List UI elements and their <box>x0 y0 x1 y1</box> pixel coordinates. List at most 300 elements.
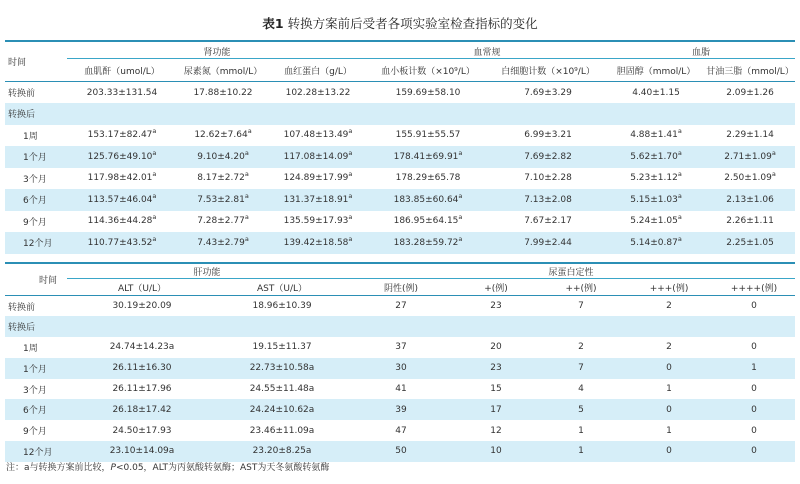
row-label: 转换前 <box>8 89 36 99</box>
significance-marker: a <box>152 148 157 157</box>
table-cell <box>347 441 455 462</box>
table-cell <box>269 146 367 168</box>
column-header: 尿素氮（mmol/L） <box>183 66 263 77</box>
cell-value: 7.69±2.82 <box>524 151 572 162</box>
significance-marker: a <box>348 213 353 222</box>
table-cell <box>67 146 177 168</box>
cell-value: 1 <box>578 446 584 457</box>
row-label: 3个月 <box>23 174 47 185</box>
cell-value: 139.42±18.58 <box>283 237 349 248</box>
table-cell <box>537 379 625 400</box>
cell-value: 10 <box>490 446 502 457</box>
cell-value: 5 <box>578 404 584 415</box>
table-cell <box>713 399 795 420</box>
cell-value: 20 <box>490 342 502 353</box>
table-row <box>5 189 795 211</box>
table-cell <box>67 420 217 441</box>
table-cell <box>455 441 537 462</box>
row-label: 1个月 <box>5 358 67 379</box>
cell-value: 7.13±2.08 <box>524 194 572 205</box>
table-caption: 转换方案前后受者各项实验室检查指标的变化 <box>287 16 538 31</box>
cell-value: 2 <box>578 342 584 353</box>
cell-value: 17 <box>490 404 502 415</box>
column-header: 血肌酐（umol/L） <box>84 66 160 77</box>
table-cell <box>713 358 795 379</box>
cell-value: 0 <box>666 363 672 374</box>
significance-marker: a <box>348 148 353 157</box>
table-row <box>5 441 795 462</box>
row-label: 转换前 <box>8 302 36 313</box>
cell-value: 4 <box>578 384 584 395</box>
table-cell <box>67 296 217 317</box>
cell-value: 203.33±131.54 <box>86 87 158 98</box>
table-cell <box>367 211 489 233</box>
row-label: 12个月 <box>5 232 67 254</box>
row-label: 转换后 <box>5 316 67 337</box>
cell-value: 102.28±13.22 <box>285 87 351 98</box>
table-cell <box>607 211 705 233</box>
cell-value: 23.10±14.09a <box>109 446 175 457</box>
table-cell <box>705 168 795 190</box>
table-cell <box>67 441 217 462</box>
cell-value: 22.73±10.58a <box>249 363 315 374</box>
lab-table <box>5 40 795 254</box>
table-cell <box>67 399 217 420</box>
table-cell <box>367 103 489 125</box>
table-cell <box>607 168 705 190</box>
significance-marker: a <box>244 170 249 179</box>
cell-value: 113.57±46.04 <box>87 194 153 205</box>
table-cell <box>455 337 537 358</box>
cell-value: 117.98±42.01 <box>87 173 153 184</box>
table-row <box>5 168 795 190</box>
table-cell <box>367 168 489 190</box>
cell-value: 47 <box>395 425 407 436</box>
cell-value: 7.67±2.17 <box>524 216 572 227</box>
cell-value: 0 <box>751 404 757 415</box>
cell-value: 30 <box>395 363 407 374</box>
row-label: 6个月 <box>5 189 67 211</box>
cell-value: 8.17±2.72 <box>197 173 245 184</box>
column-header: ALT（U/L） <box>117 283 167 294</box>
table-cell <box>537 399 625 420</box>
significance-marker: a <box>348 234 353 243</box>
cell-value: 24.74±14.23a <box>109 342 175 353</box>
table-cell <box>67 82 177 104</box>
cell-value: 1 <box>751 363 757 374</box>
table-cell <box>217 337 347 358</box>
significance-marker: a <box>458 191 463 200</box>
table-cell <box>705 232 795 254</box>
significance-marker: a <box>152 170 157 179</box>
significance-marker: a <box>677 213 682 222</box>
cell-value: 5.15±1.03 <box>630 194 678 205</box>
cell-value: 23 <box>490 363 502 374</box>
cell-value: 23.20±8.25a <box>252 446 312 457</box>
table-cell <box>367 82 489 104</box>
significance-marker: a <box>458 213 463 222</box>
cell-value: 1 <box>666 384 672 395</box>
table-cell <box>489 103 607 125</box>
table-cell <box>607 103 705 125</box>
footnote <box>6 460 329 473</box>
table-row <box>5 337 795 358</box>
table-cell <box>67 337 217 358</box>
cell-value: 24.55±11.48a <box>249 384 315 395</box>
significance-marker: a <box>677 127 682 136</box>
cell-value: 5.24±1.05 <box>630 216 678 227</box>
table-cell <box>347 337 455 358</box>
cell-value: 17.88±10.22 <box>193 87 253 98</box>
cell-value: 24.24±10.62a <box>249 404 315 415</box>
table-cell <box>347 316 455 337</box>
table-cell <box>713 296 795 317</box>
row-label: 1周 <box>23 131 38 142</box>
cell-value: 186.95±64.15 <box>393 216 459 227</box>
significance-marker: a <box>152 213 157 222</box>
significance-marker: a <box>677 234 682 243</box>
group-header: 肾功能 <box>67 41 367 59</box>
table-cell <box>489 146 607 168</box>
column-header: 血红蛋白（g/L） <box>284 66 352 77</box>
table-cell <box>705 189 795 211</box>
cell-value: 23 <box>490 301 502 312</box>
column-header: 血小板计数（×10⁹/L） <box>381 66 475 77</box>
table-row <box>5 296 795 317</box>
cell-value: 24.50±17.93 <box>112 425 172 436</box>
footnote-suffix: <0.05，ALT为丙氨酸转氨酶；AST为天冬氨酸转氨酶 <box>115 463 330 473</box>
cell-value: 6.99±3.21 <box>524 130 572 141</box>
table-cell <box>269 168 367 190</box>
table-cell <box>177 125 269 147</box>
table-cell <box>67 358 217 379</box>
table-cell <box>217 379 347 400</box>
cell-value: 27 <box>395 301 407 312</box>
table-row <box>5 420 795 441</box>
cell-value: 0 <box>666 446 672 457</box>
row-label: 1个月 <box>5 146 67 168</box>
significance-marker: a <box>152 191 157 200</box>
table-cell <box>537 441 625 462</box>
row-label: 6个月 <box>5 399 67 420</box>
significance-marker: a <box>771 148 776 157</box>
table-cell <box>455 379 537 400</box>
cell-value: 41 <box>395 384 407 395</box>
table-cell <box>625 296 713 317</box>
table-cell <box>347 379 455 400</box>
table-cell <box>217 296 347 317</box>
significance-marker: a <box>677 170 682 179</box>
table-row <box>5 379 795 400</box>
table-cell <box>705 125 795 147</box>
row-label: 9个月 <box>23 217 47 228</box>
table-cell <box>67 103 177 125</box>
cell-value: 39 <box>395 404 407 415</box>
table-cell <box>67 168 177 190</box>
cell-value: 4.88±1.41 <box>630 130 678 141</box>
table-cell <box>607 125 705 147</box>
table-cell <box>455 316 537 337</box>
footnote-p-symbol: P <box>110 463 116 473</box>
table-cell <box>705 211 795 233</box>
cell-value: 18.96±10.39 <box>252 301 312 312</box>
table-cell <box>537 358 625 379</box>
cell-value: 0 <box>751 384 757 395</box>
significance-marker: a <box>458 148 463 157</box>
table-cell <box>489 189 607 211</box>
table-cell <box>67 189 177 211</box>
cell-value: 19.15±11.37 <box>252 342 312 353</box>
cell-value: 26.18±17.42 <box>112 404 172 415</box>
table-cell <box>177 103 269 125</box>
table-cell <box>269 189 367 211</box>
table-number: 表1 <box>262 16 284 31</box>
group-header: 血脂 <box>607 41 795 59</box>
table-cell <box>367 232 489 254</box>
time-header: 时间 <box>8 58 27 68</box>
table-cell <box>347 399 455 420</box>
cell-value: 2 <box>666 342 672 353</box>
table-row <box>5 211 795 233</box>
footnote-prefix: 注：a与转换方案前比较， <box>6 463 111 473</box>
table-cell <box>607 146 705 168</box>
table-cell <box>269 125 367 147</box>
cell-value: 117.08±14.09 <box>283 151 349 162</box>
table-cell <box>269 103 367 125</box>
cell-value: 155.91±55.57 <box>395 130 461 141</box>
cell-value: 7.28±2.77 <box>197 216 245 227</box>
cell-value: 124.89±17.99 <box>283 173 349 184</box>
table-cell <box>177 168 269 190</box>
table-row <box>5 103 795 125</box>
table-cell <box>367 146 489 168</box>
group-header: 尿蛋白定性 <box>347 263 795 279</box>
table-cell <box>537 337 625 358</box>
table-cell <box>67 211 177 233</box>
significance-marker: a <box>152 234 157 243</box>
significance-marker: a <box>348 127 353 136</box>
cell-value: 0 <box>666 404 672 415</box>
cell-value: 1 <box>666 425 672 436</box>
table-cell <box>625 399 713 420</box>
cell-value: 7.99±2.44 <box>524 237 572 248</box>
significance-marker: a <box>244 213 249 222</box>
column-header: +++(例) <box>649 283 689 294</box>
table-cell <box>217 399 347 420</box>
table-cell <box>177 232 269 254</box>
table-cell <box>625 358 713 379</box>
row-label: 12个月 <box>5 441 67 462</box>
group-header: 肝功能 <box>67 263 347 279</box>
table-cell <box>489 168 607 190</box>
cell-value: 26.11±16.30 <box>112 363 172 374</box>
group-header: 血常规 <box>367 41 607 59</box>
table-cell <box>625 441 713 462</box>
table-row <box>5 316 795 337</box>
table-cell <box>217 420 347 441</box>
row-label: 1周 <box>23 343 38 354</box>
column-header: 甘油三脂（mmol/L） <box>706 66 794 77</box>
cell-value: 125.76±49.10 <box>87 151 153 162</box>
significance-marker: a <box>348 170 353 179</box>
cell-value: 178.41±69.91 <box>393 151 459 162</box>
column-header: AST（U/L） <box>257 283 308 294</box>
table-row <box>5 82 795 104</box>
table-title <box>0 14 800 32</box>
table-cell <box>67 379 217 400</box>
lab-table <box>5 262 795 462</box>
table-cell <box>269 211 367 233</box>
significance-marker: a <box>244 148 249 157</box>
cell-value: 1 <box>578 425 584 436</box>
column-header: 阴性(例) <box>384 283 419 294</box>
table-cell <box>367 189 489 211</box>
table-cell <box>713 379 795 400</box>
cell-value: 183.85±60.64 <box>393 194 459 205</box>
cell-value: 2.09±1.26 <box>726 87 774 98</box>
cell-value: 107.48±13.49 <box>283 130 349 141</box>
table-cell <box>217 316 347 337</box>
cell-value: 15 <box>490 384 502 395</box>
significance-marker: a <box>677 191 682 200</box>
cell-value: 2.13±1.06 <box>726 194 774 205</box>
cell-value: 159.69±58.10 <box>395 87 461 98</box>
table-cell <box>713 441 795 462</box>
table-cell <box>537 420 625 441</box>
table-row <box>5 358 795 379</box>
cell-value: 23.46±11.09a <box>249 425 315 436</box>
column-header: 白细胞计数（×10⁹/L） <box>501 66 595 77</box>
table-cell <box>489 82 607 104</box>
column-header: 胆固醇（mmol/L） <box>616 66 696 77</box>
table-cell <box>269 232 367 254</box>
table-cell <box>713 316 795 337</box>
cell-value: 2 <box>666 301 672 312</box>
table-cell <box>713 420 795 441</box>
cell-value: 5.14±0.87 <box>630 237 678 248</box>
table-cell <box>625 379 713 400</box>
cell-value: 37 <box>395 342 407 353</box>
cell-value: 50 <box>395 446 407 457</box>
cell-value: 0 <box>751 425 757 436</box>
cell-value: 178.29±65.78 <box>395 173 461 184</box>
cell-value: 131.37±18.91 <box>283 194 349 205</box>
significance-marker: a <box>247 127 252 136</box>
table-cell <box>607 189 705 211</box>
table-cell <box>217 441 347 462</box>
table-cell <box>705 82 795 104</box>
table-cell <box>625 337 713 358</box>
cell-value: 2.29±1.14 <box>726 130 774 141</box>
table-cell <box>455 420 537 441</box>
row-label: 转换后 <box>5 103 67 125</box>
table-row <box>5 399 795 420</box>
table-cell <box>217 358 347 379</box>
column-header: +(例) <box>484 283 508 294</box>
table-cell <box>177 211 269 233</box>
significance-marker: a <box>677 148 682 157</box>
significance-marker: a <box>771 170 776 179</box>
cell-value: 12 <box>490 425 502 436</box>
table-cell <box>607 82 705 104</box>
table-cell <box>713 337 795 358</box>
table-cell <box>67 316 217 337</box>
significance-marker: a <box>152 127 157 136</box>
column-header: ++(例) <box>565 283 597 294</box>
table-cell <box>625 420 713 441</box>
table-row <box>5 146 795 168</box>
cell-value: 7.53±2.81 <box>197 194 245 205</box>
table-cell <box>347 358 455 379</box>
time-header: 时间 <box>39 276 58 286</box>
table-cell <box>455 399 537 420</box>
table-cell <box>607 232 705 254</box>
cell-value: 135.59±17.93 <box>283 216 349 227</box>
table-cell <box>537 316 625 337</box>
significance-marker: a <box>244 191 249 200</box>
table-cell <box>489 211 607 233</box>
cell-value: 7 <box>578 301 584 312</box>
table-row <box>5 232 795 254</box>
significance-marker: a <box>458 234 463 243</box>
cell-value: 2.50±1.09 <box>724 173 772 184</box>
cell-value: 0 <box>751 342 757 353</box>
cell-value: 2.26±1.11 <box>726 216 774 227</box>
cell-value: 2.71±1.09 <box>724 151 772 162</box>
table-cell <box>67 232 177 254</box>
cell-value: 0 <box>751 446 757 457</box>
cell-value: 9.10±4.20 <box>197 151 245 162</box>
cell-value: 7.43±2.79 <box>197 237 245 248</box>
row-label: 9个月 <box>23 427 47 438</box>
table-cell <box>347 420 455 441</box>
cell-value: 114.36±44.28 <box>87 216 153 227</box>
table-cell <box>489 232 607 254</box>
cell-value: 5.62±1.70 <box>630 151 678 162</box>
cell-value: 7 <box>578 363 584 374</box>
row-label: 3个月 <box>23 385 47 396</box>
table-cell <box>455 358 537 379</box>
cell-value: 153.17±82.47 <box>87 130 153 141</box>
cell-value: 26.11±17.96 <box>112 384 172 395</box>
cell-value: 2.25±1.05 <box>726 237 774 248</box>
cell-value: 110.77±43.52 <box>87 237 153 248</box>
cell-value: 5.23±1.12 <box>630 173 678 184</box>
table-cell <box>347 296 455 317</box>
table-cell <box>537 296 625 317</box>
table-cell <box>455 296 537 317</box>
column-header: ++++(例) <box>730 283 778 294</box>
table-cell <box>177 146 269 168</box>
table-cell <box>177 189 269 211</box>
table-cell <box>489 125 607 147</box>
table-cell <box>269 82 367 104</box>
cell-value: 30.19±20.09 <box>112 301 172 312</box>
table-cell <box>625 316 713 337</box>
cell-value: 7.10±2.28 <box>524 173 572 184</box>
cell-value: 0 <box>751 301 757 312</box>
cell-value: 183.28±59.72 <box>393 237 459 248</box>
significance-marker: a <box>348 191 353 200</box>
table-cell <box>367 125 489 147</box>
significance-marker: a <box>244 234 249 243</box>
cell-value: 4.40±1.15 <box>632 87 680 98</box>
table-cell <box>705 146 795 168</box>
cell-value: 7.69±3.29 <box>524 87 572 98</box>
cell-value: 12.62±7.64 <box>194 130 248 141</box>
table-cell <box>67 125 177 147</box>
table-row <box>5 125 795 147</box>
